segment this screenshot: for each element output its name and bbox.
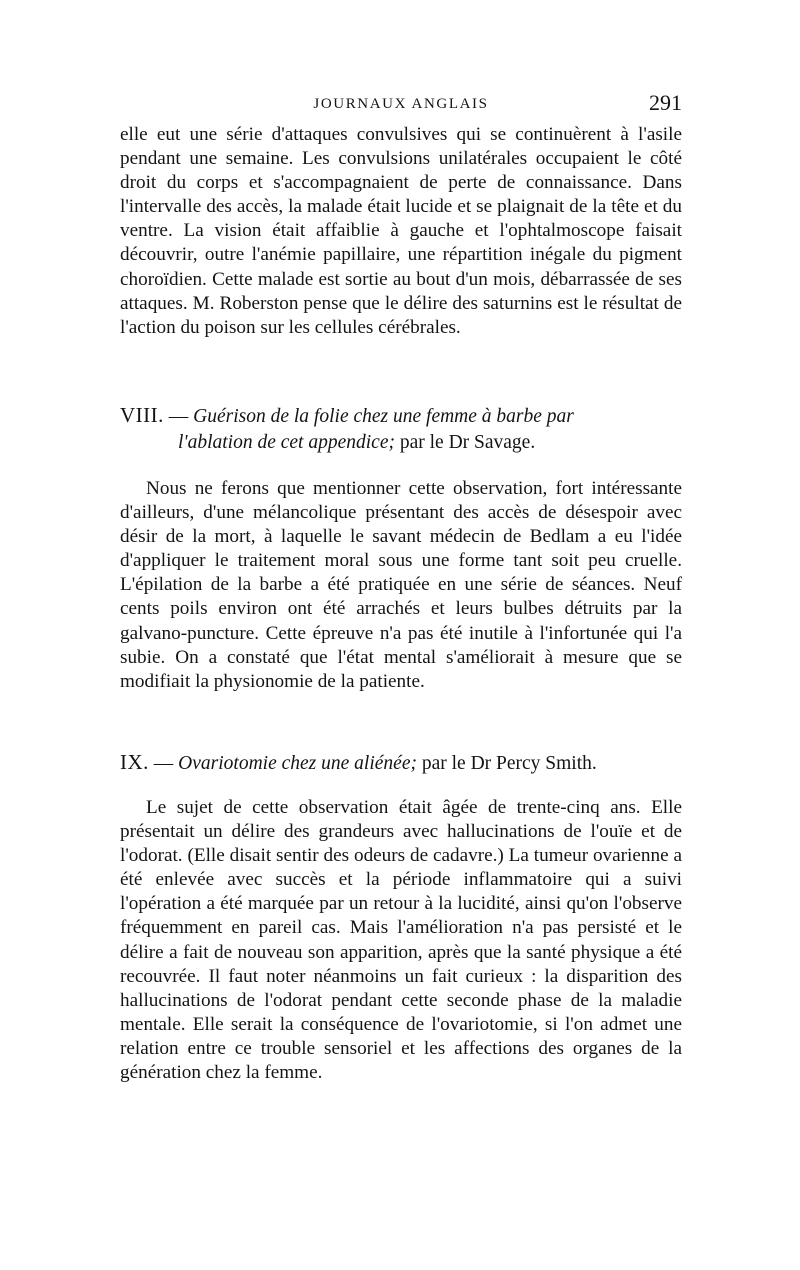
section-heading-viii <box>120 402 682 456</box>
section-number: IX. <box>120 750 149 774</box>
paragraph-continuation <box>120 123 682 340</box>
running-head <box>120 90 682 118</box>
paragraph-text: Nous ne ferons que mentionner cette observation, fort intéressante d'ailleurs, d'une mélancolique présentant des accès de désespoir avec désir de la mort, à laquelle le savant médecin de Bedlam a eu l'idée d'appliquer le traitement moral sous une forme tant soit peu cruelle. L'épilation de la barbe a été pratiquée en une série de séances. Neuf cents poils environ ont été arrachés et leurs bulbes détruits par la galvano-puncture. Cette épreuve n'a pas été inutile à l'infortunée qui l'a subie. On a constaté que l'état mental s'améliorait à mesure que se modifiait la physionomie de la patiente. <box>120 478 682 692</box>
section-heading-ix <box>120 749 682 777</box>
section-title-line-1: Guérison de la folie chez une femme à barbe par <box>193 406 574 427</box>
section-dash: — <box>153 753 174 774</box>
section-ix-body <box>120 796 682 1085</box>
section-title-line-2: l'ablation de cet appendice; <box>178 432 395 453</box>
section-number: VIII. <box>120 403 164 427</box>
paragraph-text: elle eut une série d'attaques convulsives qui se continuèrent à l'asile pendant une semaine. Les convulsions unilatérales occupaient le côté droit du corps et s'accompagnaient de perte de connaissance. Dans l'intervalle des accès, la malade était lucide et se plaignait de la tête et du ventre. La vision était affaiblie à gauche et l'ophtalmoscope faisait découvrir, outre l'anémie papillaire, une répartition inégale du pigment choroïdien. Cette malade est sortie au bout d'un mois, débarrassée de ses attaques. M. Roberston pense que le délire des saturnins est le résultat de l'action du poison sur les cellules cérébrales. <box>120 124 682 338</box>
running-title: JOURNAUX ANGLAIS <box>313 96 489 112</box>
section-byline: par le Dr Savage. <box>399 432 536 453</box>
section-title: Ovariotomie chez une aliénée; <box>178 753 417 774</box>
section-viii-body <box>120 477 682 694</box>
paragraph-text: Le sujet de cette observation était âgée de trente-cinq ans. Elle présentait un délire des grandeurs avec hallucinations de l'ouïe et de l'odorat. (Elle disait sentir des odeurs de cadavre.) La tumeur ovarienne a été enlevée avec succès et la période inflammatoire qui a suivi l'opération a été marquée par un retour à la lucidité, ainsi qu'on l'observe fréquemment en pareil cas. Mais l'amélioration n'a pas persisté et le délire a fait de nouveau son apparition, après que la santé physique a été recouvrée. Il faut noter néanmoins un fait curieux : la disparition des hallucinations de l'odorat pendant cette seconde phase de la maladie mentale. Elle serait la conséquence de l'ovariotomie, si l'on admet une relation entre ce trouble sensoriel et les affections des organes de la génération chez la femme. <box>120 797 682 1084</box>
page-number: 291 <box>649 90 682 115</box>
section-byline: par le Dr Percy Smith. <box>421 753 597 774</box>
section-dash: — <box>168 406 189 427</box>
